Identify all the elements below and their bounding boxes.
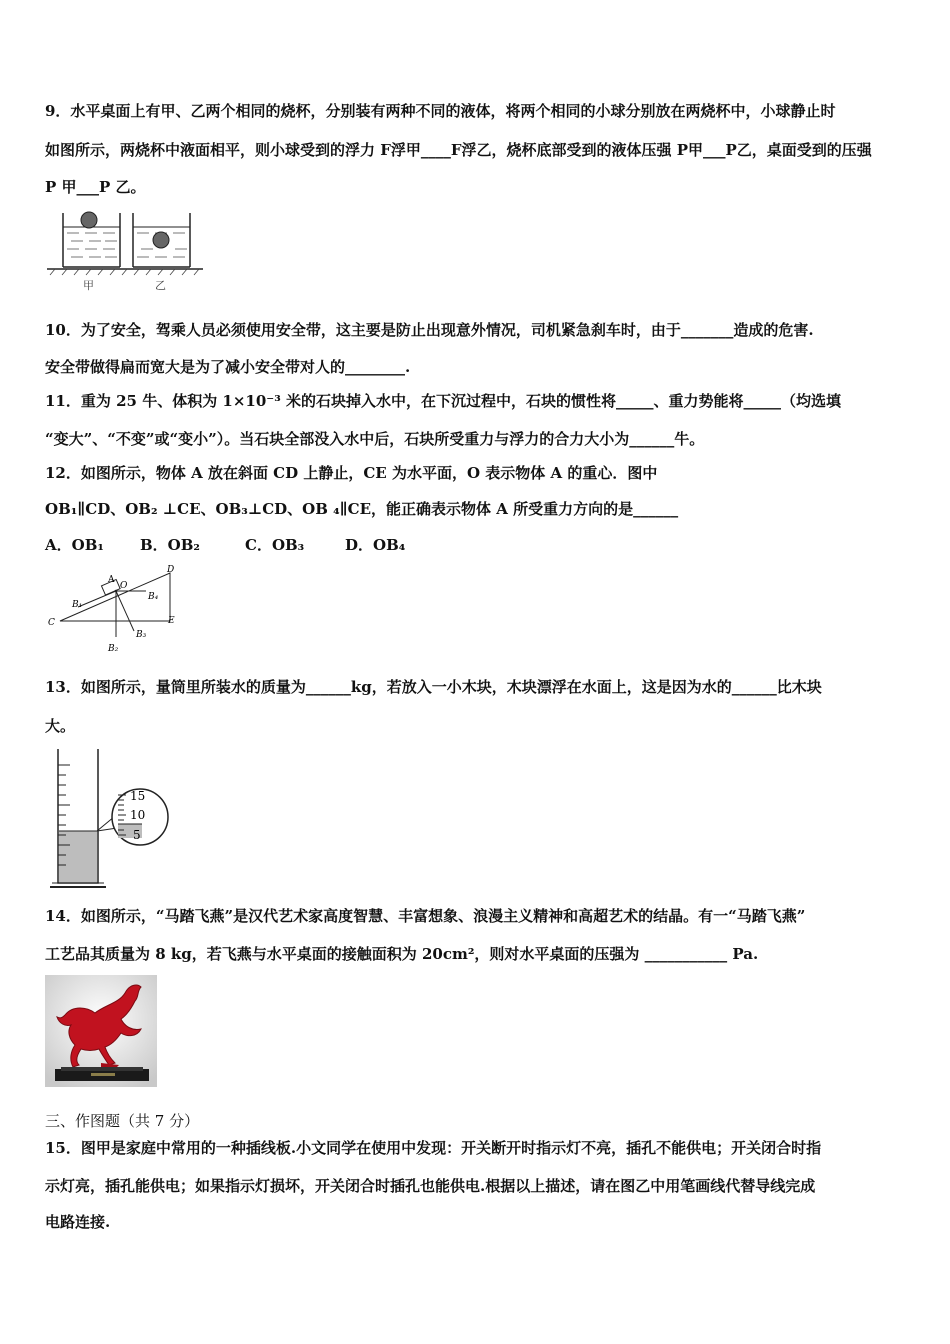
q10-line-2: 安全带做得扁而宽大是为了减小安全带对人的________. (45, 358, 411, 376)
cylinder-figure (44, 745, 174, 895)
label-O: O (120, 581, 128, 591)
label-B1: B₁ (72, 600, 83, 610)
q12-line-1: 12．如图所示，物体 A 放在斜面 CD 上静止，CE 为水平面，O 表示物体 A 的重心．图中 (45, 464, 658, 482)
section-3-heading: 三、作图题（共 7 分） (45, 1112, 200, 1130)
label-C: C (48, 618, 55, 628)
q15-line-3: 电路连接. (45, 1213, 111, 1231)
q15-line-1: 15．图甲是家庭中常用的一种插线板.小文同学在使用中发现：开关断开时指示灯不亮，插孔不能供电；开关闭合时指 (45, 1139, 822, 1157)
q12-option-a[interactable]: A．OB₁ (45, 536, 104, 554)
beakers-figure (45, 205, 205, 295)
q13-line-2: 大。 (45, 717, 76, 735)
q12-option-c[interactable]: C．OB₃ (245, 536, 305, 554)
label-E: E (168, 616, 175, 626)
beaker-yi (133, 213, 190, 267)
q11-line-1: 11．重为 25 牛、体积为 1×10⁻³ 米的石块掉入水中，在下沉过程中，石块的惯性将_____、重力势能将_____（均选填 (45, 392, 842, 410)
label-yi: 乙 (155, 279, 166, 292)
scale-15: 15 (130, 789, 146, 803)
horse-statue-image (45, 975, 157, 1087)
label-A: A (108, 575, 115, 585)
q15-line-2: 示灯亮，插孔能供电；如果指示灯损坏，开关闭合时插孔也能供电.根据以上描述，请在图乙中用笔画线代替导线完成 (45, 1177, 816, 1195)
label-B4: B₄ (148, 592, 159, 602)
incline-figure (42, 565, 192, 657)
beaker-jia (63, 212, 120, 267)
q11-line-2: “变大”、“不变”或“变小”）。当石块全部没入水中后，石块所受重力与浮力的合力大小为______牛。 (45, 430, 705, 448)
q9-line-3: P 甲___P 乙。 (45, 178, 146, 196)
label-B3: B₃ (136, 630, 147, 640)
q12-line-2: OB₁∥CD、OB₂ ⊥CE、OB₃⊥CD、OB ₄∥CE，能正确表示物体 A 所受重力方向的是______ (45, 500, 679, 518)
q14-line-2: 工艺品其质量为 8 kg，若飞燕与水平桌面的接触面积为 20cm²，则对水平桌面的压强为 ___________ Pa. (45, 945, 759, 963)
label-B2: B₂ (108, 644, 119, 654)
label-jia: 甲 (83, 279, 94, 292)
q14-line-1: 14．如图所示，“马踏飞燕”是汉代艺术家高度智慧、丰富想象、浪漫主义精神和高超艺术的结晶。有一“马踏飞燕” (45, 907, 806, 925)
q9-line-1: 9．水平桌面上有甲、乙两个相同的烧杯，分别装有两种不同的液体，将两个相同的小球分别放在两烧杯中，小球静止时 (45, 102, 836, 120)
q13-line-1: 13．如图所示，量筒里所装水的质量为______kg，若放入一小木块，木块漂浮在水面上，这是因为水的______比木块 (45, 678, 822, 696)
scale-5: 5 (133, 828, 141, 842)
label-D: D (167, 565, 175, 575)
q12-option-b[interactable]: B．OB₂ (140, 536, 200, 554)
q12-option-d[interactable]: D．OB₄ (345, 536, 406, 554)
q10-line-1: 10．为了安全，驾乘人员必须使用安全带，这主要是防止出现意外情况，司机紧急刹车时，由于_______造成的危害. (45, 321, 814, 339)
q9-line-2: 如图所示，两烧杯中液面相平，则小球受到的浮力 F浮甲____F浮乙，烧杯底部受到的液体压强 P甲___P乙，桌面受到的压强 (45, 141, 872, 159)
scale-10: 10 (130, 808, 146, 822)
